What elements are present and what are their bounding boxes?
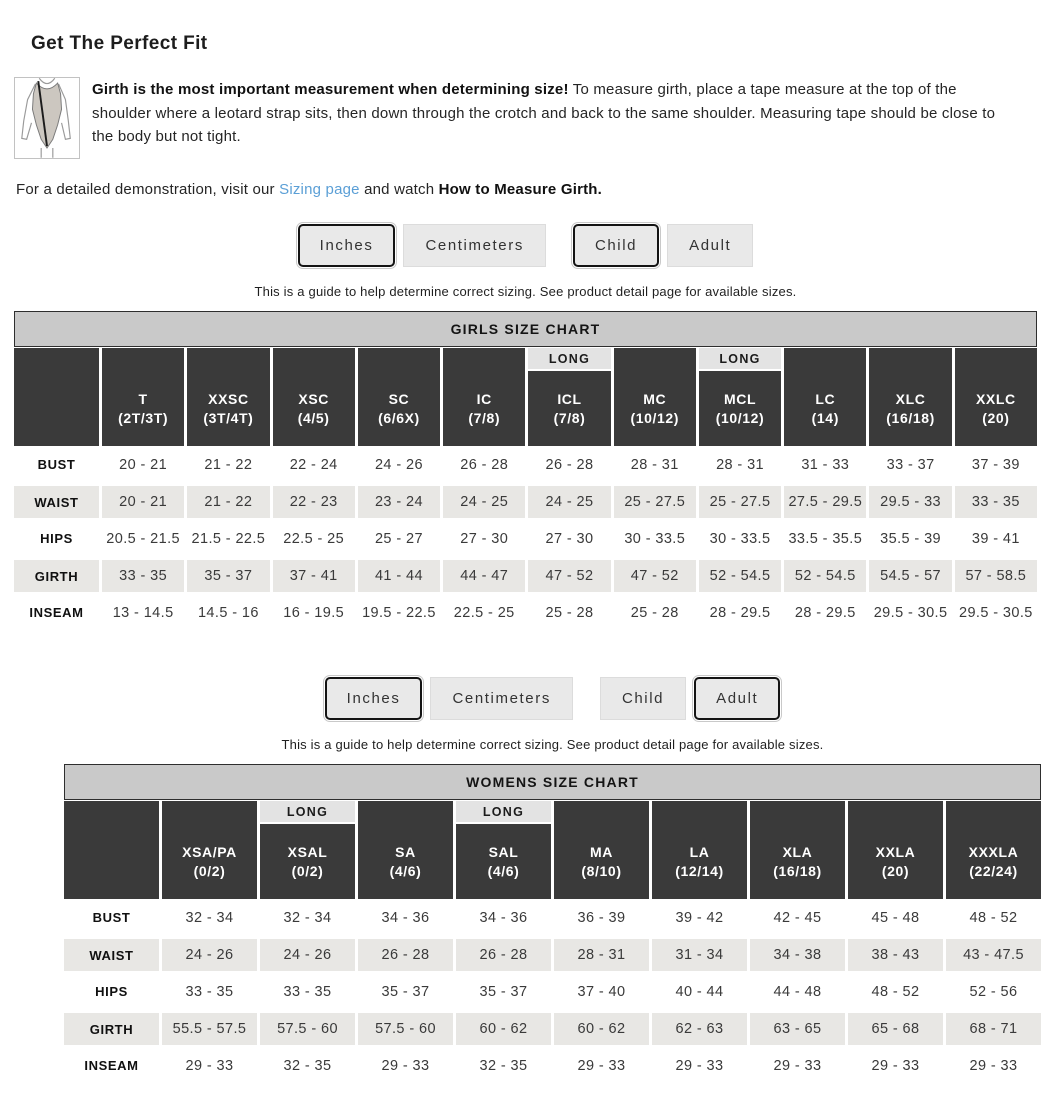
size-code: XXLA xyxy=(875,844,916,860)
measurement-cell: 52 - 54.5 xyxy=(784,557,866,594)
measurement-cell: 33 - 35 xyxy=(955,483,1037,520)
measurement-cell: 47 - 52 xyxy=(528,557,610,594)
measurement-cell: 25 - 28 xyxy=(630,604,679,621)
measurement-cell: 29 - 33 xyxy=(381,1057,430,1074)
size-code: XLC xyxy=(895,391,926,407)
measurement-cell: 32 - 34 xyxy=(283,909,332,926)
measurement-cell: 25 - 27 xyxy=(374,530,423,547)
measurement-cell: 25 - 27.5 xyxy=(699,483,781,520)
table-row xyxy=(14,557,1037,594)
womens-units-toggle-group xyxy=(325,677,573,720)
measurement-cell: 35 - 37 xyxy=(381,983,430,1000)
womens-chart-header-row xyxy=(64,801,1041,899)
measurement-cell: 30 - 33.5 xyxy=(709,530,771,547)
measurement-cell: 37 - 39 xyxy=(971,456,1020,473)
womens-chart-title: WOMENS SIZE CHART xyxy=(64,764,1041,800)
measurement-cell: 29 - 33 xyxy=(675,1057,724,1074)
size-range: (6/6X) xyxy=(378,410,420,426)
measurement-cell: 27 - 30 xyxy=(460,530,509,547)
long-badge: LONG xyxy=(260,801,355,824)
measurement-cell: 29 - 33 xyxy=(577,1057,626,1074)
measurement-cell: 37 - 40 xyxy=(577,983,626,1000)
measurement-cell: 28 - 31 xyxy=(554,936,649,973)
demo-line xyxy=(16,181,1041,198)
size-column-header xyxy=(358,801,453,899)
table-row xyxy=(64,973,1041,1010)
row-label: BUST xyxy=(92,910,131,925)
size-code: SC xyxy=(388,391,410,407)
row-label: WAIST xyxy=(14,483,99,520)
row-label: INSEAM xyxy=(84,1058,139,1073)
size-range: (16/18) xyxy=(886,410,935,426)
size-range: (0/2) xyxy=(193,863,226,879)
size-column-header xyxy=(260,801,355,899)
measurement-cell: 42 - 45 xyxy=(773,909,822,926)
measurement-cell: 38 - 43 xyxy=(848,936,943,973)
size-code: MCL xyxy=(723,391,757,407)
long-badge: LONG xyxy=(528,348,610,371)
measurement-cell: 37 - 41 xyxy=(273,557,355,594)
girls-adult-button[interactable]: Adult xyxy=(667,224,753,267)
row-label: HIPS xyxy=(95,984,128,999)
girls-age-toggle-group xyxy=(573,224,753,267)
measurement-cell: 13 - 14.5 xyxy=(112,604,174,621)
size-range: (0/2) xyxy=(291,863,324,879)
long-badge: LONG xyxy=(456,801,551,824)
measurement-cell: 39 - 41 xyxy=(971,530,1020,547)
measurement-cell: 20 - 21 xyxy=(102,483,184,520)
size-range: (10/12) xyxy=(715,410,765,426)
measurement-cell: 57.5 - 60 xyxy=(358,1010,453,1047)
size-column-header xyxy=(443,348,525,446)
table-row xyxy=(64,1010,1041,1047)
page-title: Get The Perfect Fit xyxy=(31,33,208,54)
size-column-header xyxy=(699,348,781,446)
measurement-cell: 33 - 37 xyxy=(886,456,935,473)
size-column-header xyxy=(750,801,845,899)
size-code: MA xyxy=(590,844,613,860)
measurement-cell: 54.5 - 57 xyxy=(869,557,951,594)
measurement-cell: 22 - 24 xyxy=(289,456,338,473)
measurement-cell: 33 - 35 xyxy=(185,983,234,1000)
measurement-cell: 24 - 26 xyxy=(162,936,257,973)
measurement-cell: 23 - 24 xyxy=(358,483,440,520)
table-row xyxy=(64,1047,1041,1084)
size-code: XSAL xyxy=(287,844,328,860)
girth-intro-section xyxy=(14,77,1011,159)
measurement-cell: 22 - 23 xyxy=(273,483,355,520)
size-range: (4/6) xyxy=(389,863,422,879)
measurement-cell: 55.5 - 57.5 xyxy=(162,1010,257,1047)
girls-chart-title: GIRLS SIZE CHART xyxy=(14,311,1037,347)
measurement-column-header xyxy=(14,348,99,446)
size-column-header xyxy=(869,348,951,446)
size-code: LA xyxy=(689,844,710,860)
womens-chart-toggles xyxy=(64,677,1041,720)
measurement-cell: 20 - 21 xyxy=(119,456,168,473)
size-range: (14) xyxy=(811,410,839,426)
measurement-cell: 52 - 54.5 xyxy=(699,557,781,594)
size-column-header xyxy=(273,348,355,446)
measurement-cell: 44 - 48 xyxy=(773,983,822,1000)
size-column-header xyxy=(187,348,269,446)
size-column-header xyxy=(955,348,1037,446)
measurement-cell: 25 - 27.5 xyxy=(614,483,696,520)
girls-inches-button[interactable]: Inches xyxy=(298,224,396,267)
size-column-header xyxy=(554,801,649,899)
size-range: (10/12) xyxy=(630,410,680,426)
womens-size-chart xyxy=(64,764,1041,1084)
measurement-cell: 28 - 29.5 xyxy=(794,604,856,621)
sizing-page-link[interactable]: Sizing page xyxy=(279,181,360,198)
size-range: (7/8) xyxy=(553,410,586,426)
size-range: (12/14) xyxy=(675,863,724,879)
girth-instructions-text xyxy=(92,77,1011,149)
measurement-cell: 36 - 39 xyxy=(577,909,626,926)
measurement-cell: 57 - 58.5 xyxy=(955,557,1037,594)
table-row xyxy=(64,899,1041,936)
measurement-cell: 33.5 - 35.5 xyxy=(788,530,863,547)
womens-inches-button[interactable]: Inches xyxy=(325,677,423,720)
measurement-column-header xyxy=(64,801,159,899)
size-code: IC xyxy=(476,391,492,407)
size-column-header xyxy=(358,348,440,446)
measurement-cell: 48 - 52 xyxy=(969,909,1018,926)
girls-units-toggle-group xyxy=(298,224,546,267)
measurement-cell: 29 - 33 xyxy=(969,1057,1018,1074)
girth-instructions-lead: Girth is the most important measurement when determining size! xyxy=(92,81,569,98)
girls-chart-header-row xyxy=(14,348,1037,446)
measurement-cell: 29 - 33 xyxy=(773,1057,822,1074)
measurement-cell: 22.5 - 25 xyxy=(283,530,345,547)
size-column-header xyxy=(162,801,257,899)
measurement-cell: 29 - 33 xyxy=(185,1057,234,1074)
table-row xyxy=(14,483,1037,520)
measurement-cell: 31 - 34 xyxy=(652,936,747,973)
measurement-cell: 26 - 28 xyxy=(545,456,594,473)
measurement-cell: 26 - 28 xyxy=(456,936,551,973)
size-code: LC xyxy=(815,391,836,407)
table-row xyxy=(14,520,1037,557)
measurement-cell: 20.5 - 21.5 xyxy=(106,530,180,547)
size-range: (7/8) xyxy=(468,410,501,426)
size-range: (20) xyxy=(881,863,910,879)
womens-adult-button[interactable]: Adult xyxy=(694,677,780,720)
size-column-header xyxy=(102,348,184,446)
size-code: XXXLA xyxy=(968,844,1019,860)
size-guide-page xyxy=(0,33,1041,1112)
size-code: SAL xyxy=(488,844,519,860)
measurement-cell: 21 - 22 xyxy=(204,456,253,473)
measurement-cell: 41 - 44 xyxy=(358,557,440,594)
measurement-cell: 65 - 68 xyxy=(848,1010,943,1047)
leotard-figure-icon xyxy=(15,78,79,158)
girls-size-chart xyxy=(14,311,1037,631)
size-column-header xyxy=(946,801,1041,899)
measurement-cell: 60 - 62 xyxy=(456,1010,551,1047)
measurement-cell: 28 - 31 xyxy=(716,456,765,473)
womens-centimeters-button[interactable]: Centimeters xyxy=(430,677,572,720)
row-label: WAIST xyxy=(64,936,159,973)
size-column-header xyxy=(652,801,747,899)
size-code: XXSC xyxy=(208,391,249,407)
size-column-header xyxy=(614,348,696,446)
measurement-cell: 29.5 - 30.5 xyxy=(873,604,948,621)
table-row xyxy=(14,446,1037,483)
measurement-cell: 33 - 35 xyxy=(283,983,332,1000)
measurement-cell: 44 - 47 xyxy=(443,557,525,594)
size-column-header xyxy=(848,801,943,899)
table-row xyxy=(14,594,1037,631)
size-range: (2T/3T) xyxy=(118,410,169,426)
size-code: XSC xyxy=(298,391,329,407)
girls-chart-toggles xyxy=(14,224,1037,267)
womens-chart-body xyxy=(64,899,1041,1084)
measurement-cell: 28 - 29.5 xyxy=(709,604,771,621)
measurement-cell: 68 - 71 xyxy=(946,1010,1041,1047)
measurement-cell: 26 - 28 xyxy=(358,936,453,973)
measurement-cell: 26 - 28 xyxy=(460,456,509,473)
womens-child-button[interactable]: Child xyxy=(600,677,686,720)
size-range: (16/18) xyxy=(773,863,822,879)
measurement-cell: 52 - 56 xyxy=(969,983,1018,1000)
size-column-header xyxy=(456,801,551,899)
size-code: XLA xyxy=(782,844,813,860)
leotard-girth-diagram xyxy=(14,77,80,159)
size-code: SA xyxy=(395,844,416,860)
measurement-cell: 29.5 - 30.5 xyxy=(958,604,1033,621)
measurement-cell: 57.5 - 60 xyxy=(260,1010,355,1047)
measurement-cell: 21.5 - 22.5 xyxy=(191,530,266,547)
size-code: XSA/PA xyxy=(182,844,237,860)
measurement-cell: 35.5 - 39 xyxy=(880,530,941,547)
measurement-cell: 63 - 65 xyxy=(750,1010,845,1047)
row-label: HIPS xyxy=(40,531,73,546)
size-range: (3T/4T) xyxy=(203,410,254,426)
measurement-cell: 34 - 36 xyxy=(381,909,430,926)
measurement-cell: 29.5 - 33 xyxy=(869,483,951,520)
size-range: (4/6) xyxy=(487,863,520,879)
measurement-cell: 24 - 26 xyxy=(260,936,355,973)
size-column-header xyxy=(528,348,610,446)
measurement-cell: 27.5 - 29.5 xyxy=(784,483,866,520)
measurement-cell: 31 - 33 xyxy=(801,456,850,473)
measurement-cell: 14.5 - 16 xyxy=(197,604,259,621)
long-badge: LONG xyxy=(699,348,781,371)
womens-age-toggle-group xyxy=(600,677,780,720)
measurement-cell: 19.5 - 22.5 xyxy=(362,604,436,621)
measurement-cell: 24 - 25 xyxy=(528,483,610,520)
size-code: XXLC xyxy=(975,391,1016,407)
measurement-cell: 39 - 42 xyxy=(675,909,724,926)
girls-chart-body xyxy=(14,446,1037,631)
row-label: INSEAM xyxy=(29,605,84,620)
row-label: BUST xyxy=(37,457,76,472)
size-range: (22/24) xyxy=(969,863,1018,879)
demo-middle-text: and watch xyxy=(359,181,439,198)
measurement-cell: 24 - 26 xyxy=(374,456,423,473)
measurement-cell: 28 - 31 xyxy=(630,456,679,473)
measurement-cell: 40 - 44 xyxy=(675,983,724,1000)
measurement-cell: 30 - 33.5 xyxy=(624,530,686,547)
measurement-cell: 45 - 48 xyxy=(871,909,920,926)
row-label: GIRTH xyxy=(14,557,99,594)
size-range: (4/5) xyxy=(297,410,330,426)
measurement-cell: 35 - 37 xyxy=(187,557,269,594)
measurement-cell: 32 - 35 xyxy=(283,1057,332,1074)
measurement-cell: 43 - 47.5 xyxy=(946,936,1041,973)
girls-centimeters-button[interactable]: Centimeters xyxy=(403,224,545,267)
measurement-cell: 35 - 37 xyxy=(479,983,528,1000)
measurement-cell: 62 - 63 xyxy=(652,1010,747,1047)
measurement-cell: 60 - 62 xyxy=(554,1010,649,1047)
table-row xyxy=(64,936,1041,973)
measurement-cell: 27 - 30 xyxy=(545,530,594,547)
measurement-cell: 48 - 52 xyxy=(871,983,920,1000)
measurement-cell: 21 - 22 xyxy=(187,483,269,520)
measurement-cell: 22.5 - 25 xyxy=(453,604,515,621)
measurement-cell: 24 - 25 xyxy=(443,483,525,520)
demo-video-title: How to Measure Girth. xyxy=(438,181,603,198)
measurement-cell: 29 - 33 xyxy=(871,1057,920,1074)
size-code: ICL xyxy=(557,391,582,407)
measurement-cell: 32 - 35 xyxy=(479,1057,528,1074)
girth-instructions-body: To measure girth, place a tape measure at the top of the shoulder where a leotard strap sits, then down through the crotch and back to the same shoulder. Measuring tape should be close to the body but not tight. xyxy=(92,81,996,145)
measurement-cell: 25 - 28 xyxy=(545,604,594,621)
womens-guide-note: This is a guide to help determine correct sizing. See product detail page for available sizes. xyxy=(281,737,824,752)
girls-guide-note: This is a guide to help determine correct sizing. See product detail page for available sizes. xyxy=(254,284,797,299)
row-label: GIRTH xyxy=(64,1010,159,1047)
size-code: MC xyxy=(643,391,667,407)
size-code: T xyxy=(138,391,148,407)
size-column-header xyxy=(784,348,866,446)
measurement-cell: 34 - 38 xyxy=(750,936,845,973)
measurement-cell: 32 - 34 xyxy=(185,909,234,926)
size-range: (8/10) xyxy=(581,863,622,879)
girls-child-button[interactable]: Child xyxy=(573,224,659,267)
demo-prefix-text: For a detailed demonstration, visit our xyxy=(16,181,280,198)
size-range: (20) xyxy=(982,410,1010,426)
measurement-cell: 47 - 52 xyxy=(614,557,696,594)
measurement-cell: 33 - 35 xyxy=(102,557,184,594)
measurement-cell: 16 - 19.5 xyxy=(283,604,345,621)
measurement-cell: 34 - 36 xyxy=(479,909,528,926)
